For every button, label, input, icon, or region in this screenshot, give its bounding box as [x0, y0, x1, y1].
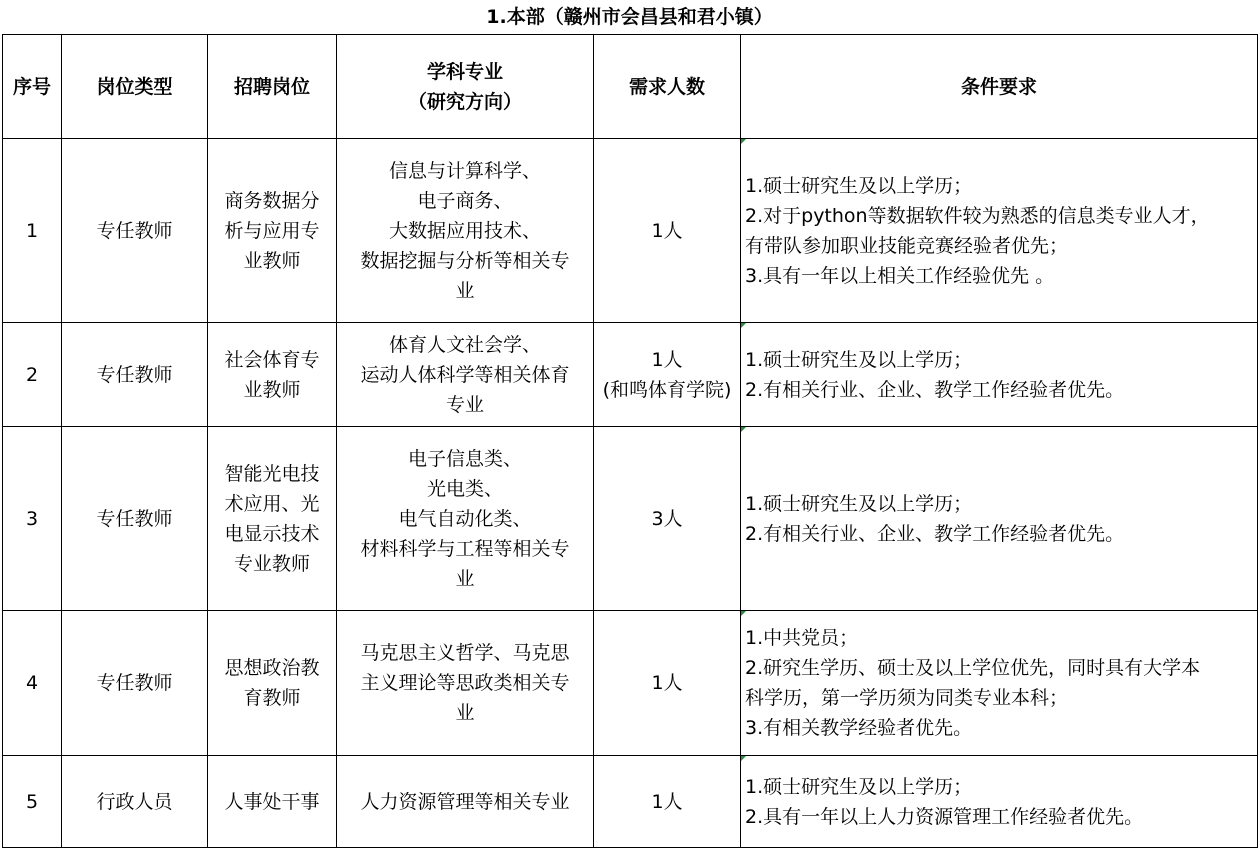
table-row [3, 139, 1258, 323]
cell-major-line: 马克思主义哲学、马克思 [360, 642, 570, 664]
header-req: 条件要求 [741, 35, 1258, 139]
cell-seq: 2 [3, 323, 62, 427]
cell-count-line: 1人 [651, 348, 683, 371]
cell-req-line: 1.硕士研究生及以上学历； [745, 492, 973, 515]
header-seq: 序号 [3, 35, 62, 139]
cell-major-line: 业 [455, 279, 475, 302]
header-major-line1: 学科专业 [426, 60, 503, 83]
cell-post-line: 析与应用专 [224, 219, 320, 242]
cell-seq: 3 [3, 427, 62, 611]
cell-major-line: 光电类、 [426, 477, 503, 500]
cell-count-line: 1人 [651, 790, 683, 813]
cell-count [594, 611, 741, 756]
cell-major-line: 业 [455, 702, 475, 724]
cell-seq: 4 [3, 611, 62, 756]
cell-post [208, 611, 337, 756]
cell-type: 专任教师 [62, 323, 208, 427]
cell-major-line: 材料科学与工程等相关专 [360, 537, 570, 560]
cell-count [594, 756, 741, 848]
cell-major-line: 运动人体科学等相关体育 [360, 363, 570, 386]
cell-req-line: 1.中共党员； [745, 627, 859, 649]
cell-post [208, 139, 337, 323]
cell-count-line: 1人 [651, 672, 683, 694]
cell-major [337, 139, 594, 323]
cell-post-line: 专业教师 [233, 552, 310, 575]
cell-type: 专任教师 [62, 427, 208, 611]
cell-req-line: 3.具有一年以上相关工作经验优先 。 [745, 264, 1055, 287]
cell-seq: 5 [3, 756, 62, 848]
recruitment-table [2, 34, 1258, 848]
cell-major-line: 业 [455, 567, 475, 590]
cell-major-line: 电气自动化类、 [398, 507, 532, 530]
header-major [337, 35, 594, 139]
cell-req-line: 2.具有一年以上人力资源管理工作经验者优先。 [745, 805, 1144, 828]
cell-type: 行政人员 [62, 756, 208, 848]
cell-req [741, 756, 1258, 848]
cell-req-line: 3.有相关教学经验者优先。 [745, 717, 973, 739]
cell-count [594, 323, 741, 427]
cell-count [594, 139, 741, 323]
table-row [3, 756, 1258, 848]
cell-major-line: 主义理论等思政类相关专 [360, 672, 570, 694]
cell-count-line: 3人 [651, 507, 683, 530]
cell-post-line: 术应用、光 [224, 492, 320, 515]
cell-post [208, 756, 337, 848]
cell-req-line: 1.硕士研究生及以上学历； [745, 348, 973, 371]
cell-req [741, 139, 1258, 323]
cell-major-line: 大数据应用技术、 [388, 219, 541, 242]
cell-req-line: 2.有相关行业、企业、教学工作经验者优先。 [745, 522, 1125, 545]
cell-seq: 1 [3, 139, 62, 323]
cell-post-line: 电显示技术 [224, 522, 320, 545]
cell-type: 专任教师 [62, 611, 208, 756]
cell-count [594, 427, 741, 611]
cell-post-line: 智能光电技 [224, 462, 320, 485]
cell-req-line: 2.对于python等数据软件较为熟悉的信息类专业人才， [745, 204, 1210, 227]
cell-req-line: 1.硕士研究生及以上学历； [745, 174, 973, 197]
cell-major-line: 电子商务、 [417, 189, 513, 212]
cell-req-line: 1.硕士研究生及以上学历； [745, 775, 973, 798]
cell-req [741, 611, 1258, 756]
cell-count-line: 1人 [651, 219, 683, 242]
header-type: 岗位类型 [62, 35, 208, 139]
cell-major-line: 体育人文社会学、 [388, 333, 541, 356]
cell-post [208, 323, 337, 427]
cell-major-line: 电子信息类、 [407, 447, 522, 470]
table-row [3, 323, 1258, 427]
cell-major-line: 专业 [445, 393, 484, 416]
cell-post-line: 社会体育专 [224, 348, 320, 371]
header-major-line2: （研究方向） [407, 90, 522, 113]
cell-post-line: 业教师 [243, 249, 301, 272]
cell-major-line: 人力资源管理等相关专业 [360, 790, 570, 813]
cell-count-line: (和鸣体育学院) [602, 378, 732, 401]
header-post: 招聘岗位 [208, 35, 337, 139]
cell-post [208, 427, 337, 611]
cell-major [337, 427, 594, 611]
cell-req-line: 2.有相关行业、企业、教学工作经验者优先。 [745, 378, 1125, 401]
cell-type: 专任教师 [62, 139, 208, 323]
cell-post-line: 思想政治教 [224, 657, 320, 679]
cell-post-line: 人事处干事 [224, 790, 320, 813]
table-title: 1.本部（赣州市会昌县和君小镇） [486, 6, 773, 28]
cell-post-line: 业教师 [243, 378, 301, 401]
cell-req [741, 323, 1258, 427]
table-row [3, 427, 1258, 611]
header-count: 需求人数 [594, 35, 741, 139]
cell-req-line: 有带队参加职业技能竞赛经验者优先； [745, 234, 1069, 257]
cell-major [337, 323, 594, 427]
cell-req-line: 2.研究生学历、硕士及以上学位优先，同时具有大学本 [745, 657, 1201, 679]
cell-req-line: 科学历，第一学历须为同类专业本科； [745, 687, 1069, 709]
cell-post-line: 育教师 [243, 687, 301, 709]
cell-req [741, 427, 1258, 611]
header-row [3, 35, 1258, 139]
cell-major [337, 611, 594, 756]
cell-major [337, 756, 594, 848]
cell-post-line: 商务数据分 [224, 189, 320, 212]
cell-major-line: 数据挖掘与分析等相关专 [360, 249, 570, 272]
table-row [3, 611, 1258, 756]
cell-major-line: 信息与计算科学、 [388, 159, 541, 182]
